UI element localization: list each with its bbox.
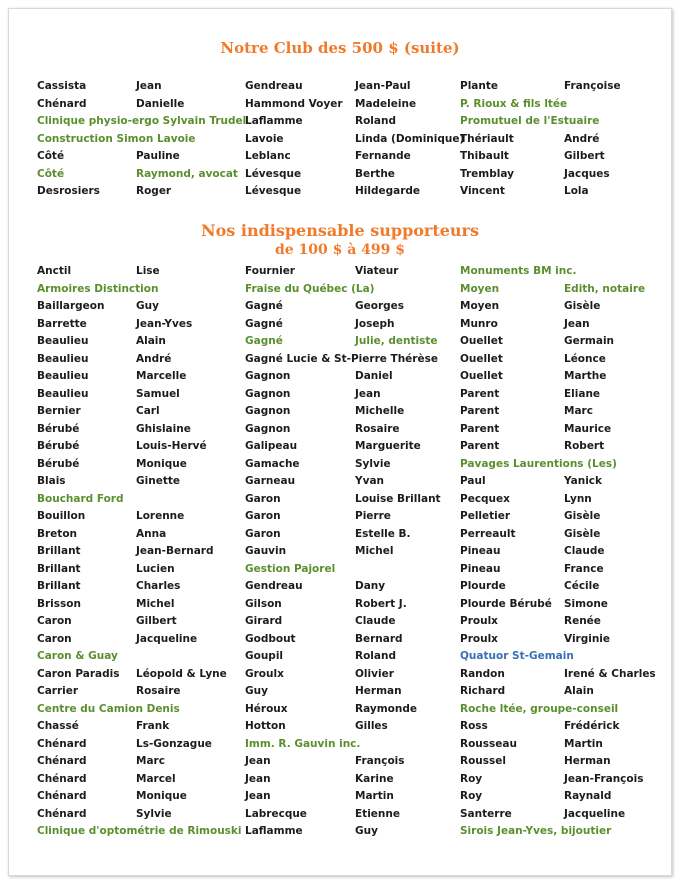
list-entry: Clinique d'optométrie de Rimouski xyxy=(37,825,242,837)
list-entry: Sirois Jean-Yves, bijoutier xyxy=(460,825,612,837)
list-entry: Lévesque xyxy=(245,185,302,197)
list-entry: Gilbert xyxy=(564,150,605,162)
list-entry: Caron xyxy=(37,615,72,627)
list-entry: Santerre xyxy=(460,807,512,820)
list-entry: Daniel xyxy=(355,370,393,382)
list-entry: Ginette xyxy=(136,475,180,487)
list-entry: Parent xyxy=(460,422,500,435)
list-entry: Guy xyxy=(136,300,159,312)
list-entry: Claude xyxy=(564,545,605,557)
list-entry: Germain xyxy=(564,335,615,347)
list-entry: Chénard xyxy=(37,790,87,802)
list-entry: Lavoie xyxy=(245,132,284,145)
list-entry: Parent xyxy=(460,440,500,452)
list-entry: Virginie xyxy=(564,632,611,645)
list-entry: Thibault xyxy=(460,150,509,162)
list-entry: Pelletier xyxy=(460,510,511,522)
list-entry: Breton xyxy=(37,527,78,540)
list-entry: Cécile xyxy=(564,580,600,592)
list-entry: Pineau xyxy=(460,545,501,557)
list-entry: Imm. R. Gauvin inc. xyxy=(245,737,361,750)
list-entry: Bérubé xyxy=(37,457,80,470)
list-entry: Martin xyxy=(564,737,603,750)
list-entry: Chénard xyxy=(37,807,87,820)
list-entry: Garon xyxy=(245,510,281,522)
list-entry: Léonce xyxy=(564,352,606,365)
list-entry: Louise Brillant xyxy=(355,492,441,505)
list-entry: Ross xyxy=(460,720,488,732)
list-entry: Ouellet xyxy=(460,352,503,365)
list-entry: Jean xyxy=(355,387,381,400)
list-entry: Proulx xyxy=(460,632,498,645)
list-entry: Ls-Gonzague xyxy=(136,737,212,750)
list-entry: Georges xyxy=(355,300,405,312)
list-entry: Bérubé xyxy=(37,422,80,435)
list-entry: Tremblay xyxy=(460,167,514,180)
list-entry: Linda (Dominique) xyxy=(355,132,465,145)
list-entry: Roland xyxy=(355,650,396,662)
list-entry: Jacqueline xyxy=(564,807,626,820)
list-entry: Plourde xyxy=(460,580,506,592)
list-entry: Lynn xyxy=(564,492,592,505)
list-entry: Pauline xyxy=(136,150,180,162)
list-entry: Carrier xyxy=(37,685,79,697)
list-entry: Hotton xyxy=(245,720,286,732)
list-entry: Côté xyxy=(37,167,65,180)
list-entry: Estelle B. xyxy=(355,527,411,540)
list-entry: Irené & Charles xyxy=(564,667,656,680)
list-entry: Groulx xyxy=(245,667,284,680)
list-entry: Quatuor St-Gemain xyxy=(460,650,574,662)
list-entry: Richard xyxy=(460,685,506,697)
list-entry: Armoires Distinction xyxy=(37,282,159,295)
list-entry: Gauvin xyxy=(245,545,287,557)
list-entry: Pecquex xyxy=(460,492,510,505)
list-entry: Rousseau xyxy=(460,737,517,750)
list-entry: Moyen xyxy=(460,300,500,312)
list-entry: Brillant xyxy=(37,545,81,557)
list-entry: Desrosiers xyxy=(37,185,100,197)
list-entry: Marguerite xyxy=(355,440,421,452)
list-entry: Jean xyxy=(564,317,590,330)
list-entry: Labrecque xyxy=(245,807,307,820)
list-entry: Carl xyxy=(136,405,160,417)
list-entry: Jean-Paul xyxy=(355,80,411,92)
section-subtitle: de 100 $ à 499 $ xyxy=(274,242,406,258)
list-entry: Dany xyxy=(355,580,386,592)
list-entry: P. Rioux & fils ltée xyxy=(460,97,568,110)
list-entry: Gagnon xyxy=(245,422,291,435)
list-entry: Godbout xyxy=(245,632,296,645)
list-entry: Bernard xyxy=(355,632,403,645)
list-entry: Gendreau xyxy=(245,80,303,92)
section-title: Nos indispensable supporteurs xyxy=(200,221,479,240)
list-entry: Gagné Lucie & St-Pierre Thérèse xyxy=(245,352,438,365)
list-entry: Gisèle xyxy=(564,300,601,312)
list-entry: Martin xyxy=(355,790,394,802)
list-entry: Yvan xyxy=(355,475,385,487)
list-entry: Roy xyxy=(460,772,483,785)
list-entry: Simone xyxy=(564,597,608,610)
list-entry: Chénard xyxy=(37,755,87,767)
list-entry: André xyxy=(136,352,172,365)
list-entry: Gilles xyxy=(355,720,388,732)
list-entry: Edith, notaire xyxy=(564,282,646,295)
list-entry: Munro xyxy=(460,317,498,330)
list-entry: Léopold & Lyne xyxy=(136,667,227,680)
list-entry: Brillant xyxy=(37,580,81,592)
list-entry: Julie, dentiste xyxy=(355,335,438,347)
list-entry: Michelle xyxy=(355,405,405,417)
list-entry: Proulx xyxy=(460,615,498,627)
list-entry: Jean xyxy=(136,80,162,92)
list-entry: Sylvie xyxy=(136,807,172,820)
list-entry: Herman xyxy=(355,685,402,697)
list-entry: Gagnon xyxy=(245,370,291,382)
list-entry: Gendreau xyxy=(245,580,303,592)
list-entry: Gisèle xyxy=(564,527,601,540)
list-entry: Danielle xyxy=(136,97,185,110)
list-entry: Randon xyxy=(460,667,505,680)
list-entry: Marcel xyxy=(136,772,176,785)
list-entry: Maurice xyxy=(564,422,612,435)
list-entry: Goupil xyxy=(245,650,284,662)
list-entry: Héroux xyxy=(245,702,288,715)
list-entry: Roy xyxy=(460,790,483,802)
list-entry: Caron Paradis xyxy=(37,667,120,680)
list-entry: Bérubé xyxy=(37,440,80,452)
list-entry: Hammond Voyer xyxy=(245,97,343,110)
list-entry: Brisson xyxy=(37,597,81,610)
list-entry: François xyxy=(355,755,405,767)
list-entry: Marc xyxy=(564,405,593,417)
list-entry: Moyen xyxy=(460,282,500,295)
list-entry: Alain xyxy=(136,335,166,347)
list-entry: Lévesque xyxy=(245,167,302,180)
list-entry: André xyxy=(564,132,600,145)
list-entry: Baillargeon xyxy=(37,300,105,312)
list-entry: Chénard xyxy=(37,772,87,785)
list-entry: Beaulieu xyxy=(37,387,89,400)
list-entry: Chénard xyxy=(37,737,87,750)
list-entry: Gagné xyxy=(245,335,283,347)
list-entry: Plourde Bérubé xyxy=(460,597,552,610)
list-entry: Jacqueline xyxy=(136,632,198,645)
list-entry: Caron & Guay xyxy=(37,650,118,662)
list-entry: Ouellet xyxy=(460,370,503,382)
list-entry: Gagné xyxy=(245,317,283,330)
list-entry: Jean-Bernard xyxy=(136,545,214,557)
list-entry: Gestion Pajorel xyxy=(245,562,336,575)
list-entry: Jacques xyxy=(564,167,610,180)
list-entry: Pavages Laurentions (Les) xyxy=(460,457,617,470)
list-entry: Fraise du Québec (La) xyxy=(245,282,375,295)
list-entry: Lorenne xyxy=(136,510,185,522)
list-entry: Chassé xyxy=(37,720,79,732)
list-entry: Rosaire xyxy=(136,685,181,697)
list-entry: Monique xyxy=(136,790,187,802)
list-entry: Frank xyxy=(136,720,170,732)
list-entry: Alain xyxy=(564,685,594,697)
list-entry: Promutuel de l'Estuaire xyxy=(460,115,600,127)
list-entry: Gagné xyxy=(245,300,283,312)
list-entry: Guy xyxy=(355,825,378,837)
list-entry: Brillant xyxy=(37,562,81,575)
list-entry: Anna xyxy=(136,527,167,540)
list-entry: Rosaire xyxy=(355,422,400,435)
list-entry: Jean-François xyxy=(564,772,644,785)
list-entry: Viateur xyxy=(355,265,399,277)
list-entry: Vincent xyxy=(460,185,505,197)
list-entry: Ghislaine xyxy=(136,422,191,435)
list-entry: Hildegarde xyxy=(355,185,421,197)
list-entry: Gilson xyxy=(245,597,282,610)
list-entry: Renée xyxy=(564,615,601,627)
list-entry: Barrette xyxy=(37,317,87,330)
list-entry: Gamache xyxy=(245,457,300,470)
list-entry: Sylvie xyxy=(355,457,391,470)
list-entry: Beaulieu xyxy=(37,352,89,365)
list-entry: Paul xyxy=(460,475,486,487)
list-entry: Roussel xyxy=(460,755,506,767)
list-entry: Louis-Hervé xyxy=(136,440,207,452)
list-entry: Pineau xyxy=(460,562,501,575)
list-entry: Bouillon xyxy=(37,510,86,522)
list-entry: Côté xyxy=(37,150,65,162)
list-entry: Gisèle xyxy=(564,510,601,522)
list-entry: Parent xyxy=(460,387,500,400)
list-entry: Madeleine xyxy=(355,97,417,110)
list-entry: Laflamme xyxy=(245,825,303,837)
list-entry: Gilbert xyxy=(136,615,177,627)
list-entry: Leblanc xyxy=(245,150,291,162)
list-entry: Anctil xyxy=(37,265,72,277)
list-entry: Perreault xyxy=(460,527,516,540)
list-entry: Pierre xyxy=(355,510,391,522)
list-entry: Plante xyxy=(460,80,498,92)
list-entry: Raymonde xyxy=(355,702,417,715)
list-entry: Parent xyxy=(460,405,500,417)
list-entry: Centre du Camion Denis xyxy=(37,702,180,715)
list-entry: Raynald xyxy=(564,790,612,802)
list-entry: Blais xyxy=(37,475,66,487)
list-entry: Yanick xyxy=(564,475,603,487)
list-entry: Gagnon xyxy=(245,405,291,417)
list-entry: Jean xyxy=(245,755,271,767)
list-entry: Caron xyxy=(37,632,72,645)
list-entry: Etienne xyxy=(355,807,400,820)
list-entry: Monuments BM inc. xyxy=(460,265,577,277)
list-entry: Guy xyxy=(245,685,268,697)
list-entry: Roger xyxy=(136,185,172,197)
list-entry: Bouchard Ford xyxy=(37,492,124,505)
list-entry: Lola xyxy=(564,185,589,197)
list-entry: Lucien xyxy=(136,562,175,575)
list-entry: Françoise xyxy=(564,80,621,92)
list-entry: Berthe xyxy=(355,167,395,180)
list-entry: Bernier xyxy=(37,405,81,417)
list-entry: Beaulieu xyxy=(37,335,89,347)
list-entry: Claude xyxy=(355,615,396,627)
list-entry: Joseph xyxy=(355,317,395,330)
list-entry: Monique xyxy=(136,457,187,470)
list-entry: Jean xyxy=(245,772,271,785)
list-entry: Beaulieu xyxy=(37,370,89,382)
list-entry: Fournier xyxy=(245,265,295,277)
list-entry: Girard xyxy=(245,615,283,627)
list-entry: Garon xyxy=(245,492,281,505)
list-entry: Michel xyxy=(136,597,175,610)
list-entry: Michel xyxy=(355,545,394,557)
list-entry: Raymond, avocat xyxy=(136,167,238,180)
list-entry: Fernande xyxy=(355,150,411,162)
list-entry: Jean-Yves xyxy=(136,317,193,330)
list-entry: Roche ltée, groupe-conseil xyxy=(460,702,619,715)
list-entry: Marc xyxy=(136,755,165,767)
list-entry: Garneau xyxy=(245,475,296,487)
list-entry: Eliane xyxy=(564,387,601,400)
list-entry: Clinique physio-ergo Sylvain Trudel xyxy=(37,115,247,127)
list-entry: Ouellet xyxy=(460,335,503,347)
list-entry: Charles xyxy=(136,580,181,592)
list-entry: Cassista xyxy=(37,80,87,92)
list-entry: Robert xyxy=(564,440,605,452)
list-entry: Lise xyxy=(136,265,160,277)
list-entry: Construction Simon Lavoie xyxy=(37,132,196,145)
list-entry: Thériault xyxy=(460,132,514,145)
list-entry: Jean xyxy=(245,790,271,802)
list-entry: Galipeau xyxy=(245,440,298,452)
list-entry: Marcelle xyxy=(136,370,187,382)
list-entry: Samuel xyxy=(136,387,180,400)
list-entry: France xyxy=(564,562,604,575)
list-entry: Karine xyxy=(355,772,394,785)
list-entry: Roland xyxy=(355,115,396,127)
list-entry: Gagnon xyxy=(245,387,291,400)
list-entry: Chénard xyxy=(37,97,87,110)
list-entry: Herman xyxy=(564,755,611,767)
list-entry: Robert J. xyxy=(355,597,407,610)
list-entry: Marthe xyxy=(564,370,607,382)
page-title: Notre Club des 500 $ (suite) xyxy=(220,39,460,57)
list-entry: Laflamme xyxy=(245,115,303,127)
list-entry: Olivier xyxy=(355,667,394,680)
list-entry: Garon xyxy=(245,527,281,540)
list-entry: Frédérick xyxy=(564,720,620,732)
